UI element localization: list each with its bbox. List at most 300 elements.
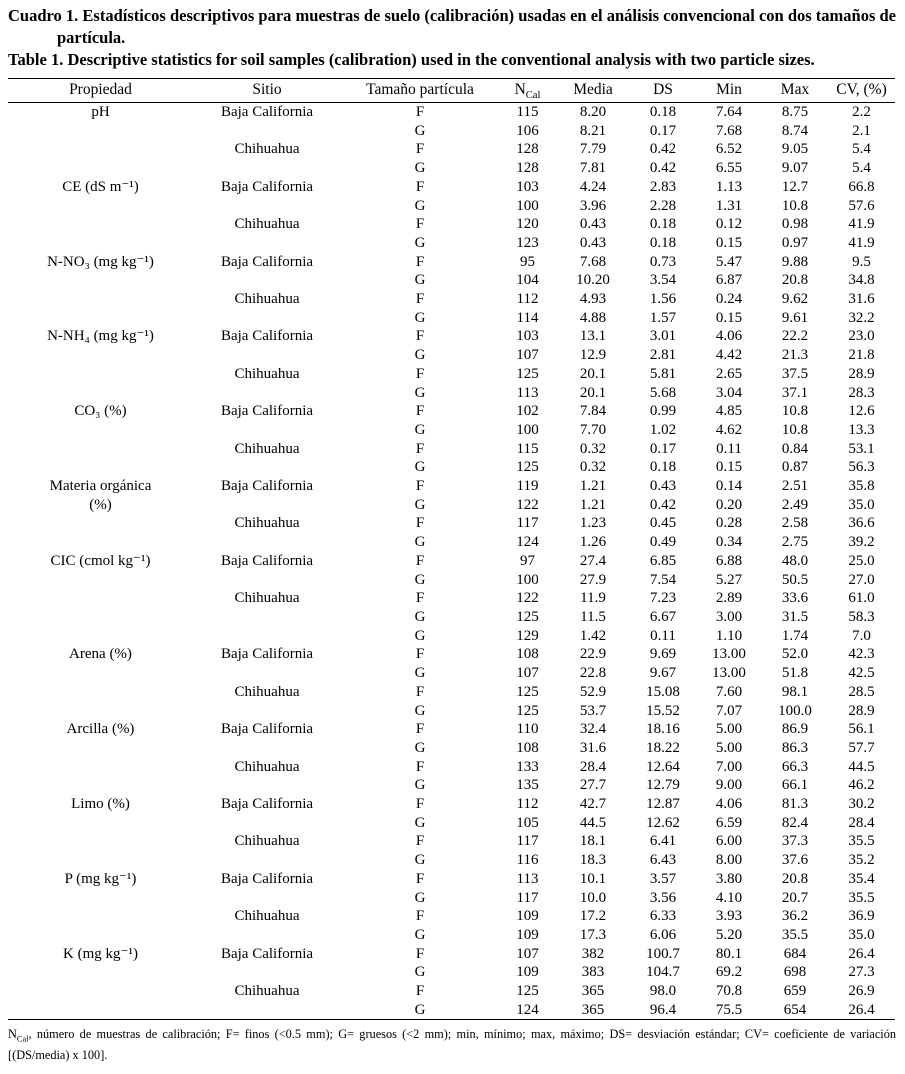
table-row: [8, 571, 895, 590]
cell-ncal: 133: [516, 758, 539, 775]
cell-media: 17.2: [579, 908, 607, 925]
cell-cv: 44.5: [848, 758, 875, 775]
cell-propiedad: [8, 440, 193, 459]
col-header-sitio: Sitio: [193, 79, 341, 103]
cell-max: 2.75: [781, 534, 809, 551]
cell-ds: 104.7: [646, 964, 680, 981]
cell-ds: 0.45: [649, 515, 677, 532]
table-row: [8, 814, 895, 833]
ncal-subscript: Cal: [525, 90, 541, 102]
cell-media: 7.68: [579, 253, 607, 270]
cell-sitio: [193, 814, 341, 833]
table-row: [8, 776, 895, 795]
cell-sitio: Chihuahua: [234, 833, 300, 850]
cell-cv: 5.4: [852, 141, 871, 158]
cell-ncal: 117: [516, 889, 539, 906]
cell-ncal: 117: [516, 515, 539, 532]
cell-ds: 0.17: [649, 440, 677, 457]
cell-ds: 6.41: [649, 833, 677, 850]
cell-min: 9.00: [715, 777, 743, 794]
cell-sitio: [193, 571, 341, 590]
cell-propiedad: Arena (%): [69, 646, 132, 663]
cell-min: 0.15: [715, 309, 743, 326]
cell-ncal: 128: [516, 160, 539, 177]
cell-max: 81.3: [781, 796, 809, 813]
cell-cv: 46.2: [848, 777, 875, 794]
cell-propiedad: N-NO₃ (mg kg⁻¹): [47, 253, 154, 270]
cell-cv: 41.9: [848, 234, 875, 251]
cell-sitio: [193, 776, 341, 795]
cell-ncal: 104: [516, 272, 539, 289]
cell-max: 35.5: [781, 926, 809, 943]
cell-media: 10.20: [576, 272, 610, 289]
cell-cv: 35.0: [848, 496, 875, 513]
cell-max: 2.51: [781, 478, 809, 495]
cell-tamano-particula: F: [415, 758, 425, 775]
cell-max: 37.3: [781, 833, 809, 850]
cell-ds: 0.49: [649, 534, 677, 551]
cell-propiedad: [8, 571, 193, 590]
cell-media: 42.7: [579, 796, 607, 813]
cell-ncal: 120: [516, 216, 539, 233]
cell-media: 52.9: [579, 683, 607, 700]
cell-ncal: 108: [516, 739, 539, 756]
descriptive-statistics-table: [8, 78, 895, 1020]
table-row: [8, 645, 895, 664]
cell-propiedad: CO₃ (%): [74, 403, 127, 420]
cell-min: 6.00: [715, 833, 743, 850]
cell-tamano-particula: F: [415, 683, 425, 700]
cell-max: 12.7: [781, 178, 809, 195]
table-row: [8, 178, 895, 197]
cell-propiedad: [8, 421, 193, 440]
cell-cv: 56.3: [848, 459, 875, 476]
cell-cv: 36.9: [848, 908, 875, 925]
cell-propiedad: CE (dS m⁻¹): [62, 178, 139, 195]
cell-max: 20.8: [781, 272, 809, 289]
cell-media: 365: [581, 1001, 605, 1018]
cell-propiedad: [8, 589, 193, 608]
cell-min: 3.80: [715, 870, 743, 887]
table-row: [8, 889, 895, 908]
cell-sitio: [193, 664, 341, 683]
cell-tamano-particula: F: [415, 440, 425, 457]
cell-ds: 1.56: [649, 291, 677, 308]
cell-min: 5.00: [715, 739, 743, 756]
cell-media: 28.4: [579, 758, 607, 775]
cell-cv: 57.7: [848, 739, 875, 756]
cell-ncal: 124: [516, 1001, 539, 1018]
cell-tamano-particula: G: [414, 197, 426, 214]
cell-max: 9.07: [781, 160, 809, 177]
cell-max: 8.75: [781, 104, 809, 120]
cell-ncal: 116: [516, 852, 539, 869]
cell-sitio: Baja California: [220, 552, 314, 569]
cell-max: 52.0: [781, 646, 809, 663]
cell-sitio: Baja California: [220, 104, 314, 120]
cell-ncal: 123: [516, 234, 539, 251]
cell-tamano-particula: F: [415, 141, 425, 158]
cell-sitio: Baja California: [220, 178, 314, 195]
cell-tamano-particula: F: [415, 945, 425, 962]
cell-tamano-particula: G: [414, 814, 426, 831]
cell-tamano-particula: F: [415, 721, 425, 738]
cell-max: 86.9: [781, 721, 809, 738]
cell-media: 0.32: [579, 440, 607, 457]
cell-ds: 5.81: [649, 365, 677, 382]
cell-max: 98.1: [781, 683, 809, 700]
cell-ncal: 125: [516, 983, 539, 1000]
table-row: [8, 870, 895, 889]
table-row: [8, 103, 895, 122]
cell-tamano-particula: F: [415, 552, 425, 569]
table-row: [8, 608, 895, 627]
cell-tamano-particula: G: [414, 122, 426, 139]
cell-max: 0.97: [781, 234, 809, 251]
cell-ncal: 103: [516, 328, 539, 345]
cell-tamano-particula: G: [414, 926, 426, 943]
cell-propiedad: [8, 627, 193, 646]
cell-sitio: [193, 1001, 341, 1020]
cell-sitio: [193, 122, 341, 141]
cell-tamano-particula: G: [414, 889, 426, 906]
cell-sitio: [193, 159, 341, 178]
cell-sitio: [193, 421, 341, 440]
cell-sitio: [193, 608, 341, 627]
cell-media: 4.93: [579, 291, 607, 308]
cell-min: 6.87: [715, 272, 743, 289]
cell-media: 382: [581, 945, 605, 962]
cell-cv: 26.4: [848, 945, 875, 962]
table-row: [8, 458, 895, 477]
cell-ds: 12.62: [646, 814, 680, 831]
cell-propiedad: [8, 608, 193, 627]
table-row: [8, 832, 895, 851]
cell-max: 66.3: [781, 758, 809, 775]
cell-propiedad: (%): [89, 496, 112, 513]
cell-propiedad: Materia orgánica: [49, 478, 152, 495]
cell-min: 0.34: [715, 534, 743, 551]
cell-cv: 21.8: [848, 347, 875, 364]
cell-ds: 12.79: [646, 777, 680, 794]
cell-min: 0.28: [715, 515, 743, 532]
table-row: [8, 365, 895, 384]
cell-media: 3.96: [579, 197, 607, 214]
cell-min: 3.04: [715, 384, 743, 401]
cell-ncal: 125: [516, 683, 539, 700]
cell-ncal: 112: [516, 291, 539, 308]
cell-cv: 53.1: [848, 440, 875, 457]
cell-ds: 0.18: [649, 104, 677, 120]
cell-min: 1.13: [715, 178, 743, 195]
cell-tamano-particula: F: [415, 590, 425, 607]
cell-cv: 57.6: [848, 197, 875, 214]
table-row: [8, 496, 895, 515]
cell-sitio: Chihuahua: [234, 758, 300, 775]
cell-max: 9.62: [781, 291, 809, 308]
cell-cv: 30.2: [848, 796, 875, 813]
cell-ds: 18.16: [646, 721, 680, 738]
cell-ds: 0.73: [649, 253, 677, 270]
table-body: [8, 103, 895, 1020]
cell-propiedad: Arcilla (%): [66, 721, 135, 738]
cell-ds: 7.54: [649, 571, 677, 588]
cell-cv: 23.0: [848, 328, 875, 345]
cell-propiedad: Limo (%): [71, 796, 130, 813]
cell-sitio: Chihuahua: [234, 291, 300, 308]
table-row: [8, 271, 895, 290]
cell-ds: 6.67: [649, 608, 677, 625]
cell-sitio: Chihuahua: [234, 141, 300, 158]
table-row: [8, 758, 895, 777]
cell-ncal: 109: [516, 908, 539, 925]
cell-min: 4.42: [715, 347, 743, 364]
cell-media: 18.3: [579, 852, 607, 869]
cell-min: 6.59: [715, 814, 743, 831]
cell-ds: 96.4: [649, 1001, 677, 1018]
table-row: [8, 402, 895, 421]
cell-tamano-particula: F: [415, 870, 425, 887]
cell-max: 698: [783, 964, 807, 981]
cell-cv: 13.3: [848, 421, 875, 438]
cell-max: 31.5: [781, 608, 809, 625]
cell-propiedad: [8, 197, 193, 216]
cell-max: 8.74: [781, 122, 809, 139]
cell-cv: 32.2: [848, 309, 875, 326]
table-row: [8, 140, 895, 159]
table-row: [8, 234, 895, 253]
cell-sitio: [193, 384, 341, 403]
cell-ds: 3.01: [649, 328, 677, 345]
cell-propiedad: [8, 664, 193, 683]
cell-sitio: Baja California: [220, 721, 314, 738]
cell-propiedad: [8, 982, 193, 1001]
col-header-tamano-particula: Tamaño partícula: [341, 79, 499, 103]
table-caption-english: Table 1. Descriptive statistics for soil samples (calibration) used in the conventional analysis with two particle sizes.: [8, 50, 815, 69]
table-row: [8, 327, 895, 346]
cell-tamano-particula: F: [415, 403, 425, 420]
cell-propiedad: [8, 514, 193, 533]
cell-min: 13.00: [712, 646, 746, 663]
cell-tamano-particula: G: [414, 777, 426, 794]
table-row: [8, 982, 895, 1001]
table-row: [8, 159, 895, 178]
cell-media: 11.5: [580, 608, 606, 625]
cell-max: 0.98: [781, 216, 809, 233]
cell-cv: 12.6: [848, 403, 875, 420]
cell-min: 7.00: [715, 758, 743, 775]
cell-max: 50.5: [781, 571, 809, 588]
cell-media: 7.81: [579, 160, 607, 177]
cell-ds: 2.81: [649, 347, 677, 364]
cell-tamano-particula: G: [414, 702, 426, 719]
cell-ds: 12.87: [646, 796, 680, 813]
cell-min: 4.85: [715, 403, 743, 420]
cell-ds: 6.85: [649, 552, 677, 569]
cell-tamano-particula: G: [414, 534, 426, 551]
cell-cv: 5.4: [852, 160, 871, 177]
cell-ncal: 135: [516, 777, 539, 794]
cell-tamano-particula: G: [414, 739, 426, 756]
cell-sitio: Baja California: [220, 328, 314, 345]
cell-propiedad: [8, 533, 193, 552]
cell-propiedad: [8, 889, 193, 908]
cell-ds: 0.17: [649, 122, 677, 139]
cell-media: 44.5: [579, 814, 607, 831]
table-row: [8, 907, 895, 926]
cell-cv: 58.3: [848, 608, 875, 625]
cell-ds: 0.43: [649, 478, 677, 495]
cell-cv: 27.0: [848, 571, 875, 588]
cell-ncal: 124: [516, 534, 539, 551]
cell-media: 4.88: [579, 309, 607, 326]
cell-ds: 15.52: [646, 702, 680, 719]
cell-max: 0.87: [781, 459, 809, 476]
cell-max: 21.3: [781, 347, 809, 364]
cell-ncal: 102: [516, 403, 539, 420]
cell-min: 2.89: [715, 590, 743, 607]
cell-tamano-particula: F: [415, 983, 425, 1000]
cell-media: 20.1: [579, 365, 607, 382]
cell-ds: 1.02: [649, 421, 677, 438]
cell-min: 4.62: [715, 421, 743, 438]
cell-sitio: Baja California: [220, 646, 314, 663]
cell-cv: 2.1: [852, 122, 871, 139]
cell-propiedad: K (mg kg⁻¹): [63, 945, 138, 962]
cell-media: 1.26: [579, 534, 607, 551]
cell-ncal: 100: [516, 197, 539, 214]
table-row: [8, 1001, 895, 1020]
cell-ds: 6.06: [649, 926, 677, 943]
cell-media: 12.9: [579, 347, 607, 364]
cell-cv: 66.8: [848, 178, 875, 195]
cell-ncal: 100: [516, 571, 539, 588]
cell-propiedad: [8, 140, 193, 159]
cell-ds: 0.18: [649, 216, 677, 233]
cell-min: 5.20: [715, 926, 743, 943]
table-row: [8, 627, 895, 646]
cell-min: 0.20: [715, 496, 743, 513]
cell-sitio: Chihuahua: [234, 683, 300, 700]
cell-cv: 28.3: [848, 384, 875, 401]
cell-media: 1.21: [579, 478, 607, 495]
cell-ncal: 119: [516, 478, 539, 495]
cell-ncal: 108: [516, 646, 539, 663]
cell-ncal: 122: [516, 590, 539, 607]
col-header-media: Media: [556, 79, 630, 103]
cell-propiedad: P (mg kg⁻¹): [64, 870, 137, 887]
table-row: [8, 739, 895, 758]
cell-tamano-particula: G: [414, 347, 426, 364]
col-header-min: Min: [696, 79, 762, 103]
cell-sitio: Baja California: [220, 253, 314, 270]
cell-tamano-particula: F: [415, 253, 425, 270]
cell-max: 1.74: [781, 627, 809, 644]
cell-sitio: [193, 702, 341, 721]
cell-max: 2.58: [781, 515, 809, 532]
cell-propiedad: [8, 215, 193, 234]
col-header-max: Max: [762, 79, 828, 103]
col-header-ds: DS: [630, 79, 696, 103]
cell-max: 66.1: [781, 777, 809, 794]
cell-tamano-particula: G: [414, 384, 426, 401]
cell-media: 22.8: [579, 665, 607, 682]
cell-max: 51.8: [781, 665, 809, 682]
cell-media: 0.32: [579, 459, 607, 476]
cell-media: 31.6: [579, 739, 607, 756]
col-header-cv: CV, (%): [828, 79, 895, 103]
cell-media: 27.4: [579, 552, 607, 569]
table-row: [8, 533, 895, 552]
cell-cv: 26.9: [848, 983, 875, 1000]
cell-tamano-particula: G: [414, 309, 426, 326]
cell-sitio: [193, 496, 341, 515]
cell-cv: 41.9: [848, 216, 875, 233]
table-row: [8, 253, 895, 272]
cell-cv: 61.0: [848, 590, 875, 607]
cell-max: 33.6: [781, 590, 809, 607]
cell-tamano-particula: F: [415, 178, 425, 195]
cell-min: 69.2: [715, 964, 743, 981]
cell-propiedad: [8, 384, 193, 403]
cell-min: 6.88: [715, 552, 743, 569]
cell-cv: 2.2: [852, 104, 871, 120]
cell-sitio: [193, 197, 341, 216]
cell-sitio: Baja California: [220, 870, 314, 887]
cell-propiedad: N-NH₄ (mg kg⁻¹): [47, 328, 154, 345]
cell-tamano-particula: G: [414, 571, 426, 588]
cell-ncal: 125: [516, 459, 539, 476]
cell-tamano-particula: F: [415, 796, 425, 813]
cell-propiedad: [8, 159, 193, 178]
cell-cv: 56.1: [848, 721, 875, 738]
cell-ncal: 125: [516, 608, 539, 625]
cell-cv: 35.5: [848, 889, 875, 906]
cell-sitio: [193, 889, 341, 908]
cell-cv: 35.0: [848, 926, 875, 943]
cell-propiedad: [8, 963, 193, 982]
cell-tamano-particula: F: [415, 328, 425, 345]
cell-ds: 15.08: [646, 683, 680, 700]
cell-max: 37.6: [781, 852, 809, 869]
cell-cv: 25.0: [848, 552, 875, 569]
table-row: [8, 477, 895, 496]
cell-media: 1.42: [579, 627, 607, 644]
table-row: [8, 664, 895, 683]
cell-ds: 2.83: [649, 178, 677, 195]
cell-cv: 35.8: [848, 478, 875, 495]
cell-propiedad: [8, 739, 193, 758]
cell-sitio: Chihuahua: [234, 216, 300, 233]
cell-propiedad: [8, 776, 193, 795]
cell-min: 2.65: [715, 365, 743, 382]
cell-cv: 28.9: [848, 702, 875, 719]
cell-media: 383: [581, 964, 605, 981]
table-row: [8, 514, 895, 533]
cell-ds: 0.42: [649, 160, 677, 177]
cell-ncal: 100: [516, 421, 539, 438]
table-row: [8, 963, 895, 982]
cell-min: 3.00: [715, 608, 743, 625]
cell-min: 0.12: [715, 216, 743, 233]
cell-max: 659: [783, 983, 807, 1000]
table-row: [8, 720, 895, 739]
cell-ncal: 117: [516, 833, 539, 850]
cell-max: 20.7: [781, 889, 809, 906]
cell-cv: 9.5: [852, 253, 871, 270]
cell-min: 7.64: [715, 104, 743, 120]
cell-ds: 100.7: [646, 945, 680, 962]
